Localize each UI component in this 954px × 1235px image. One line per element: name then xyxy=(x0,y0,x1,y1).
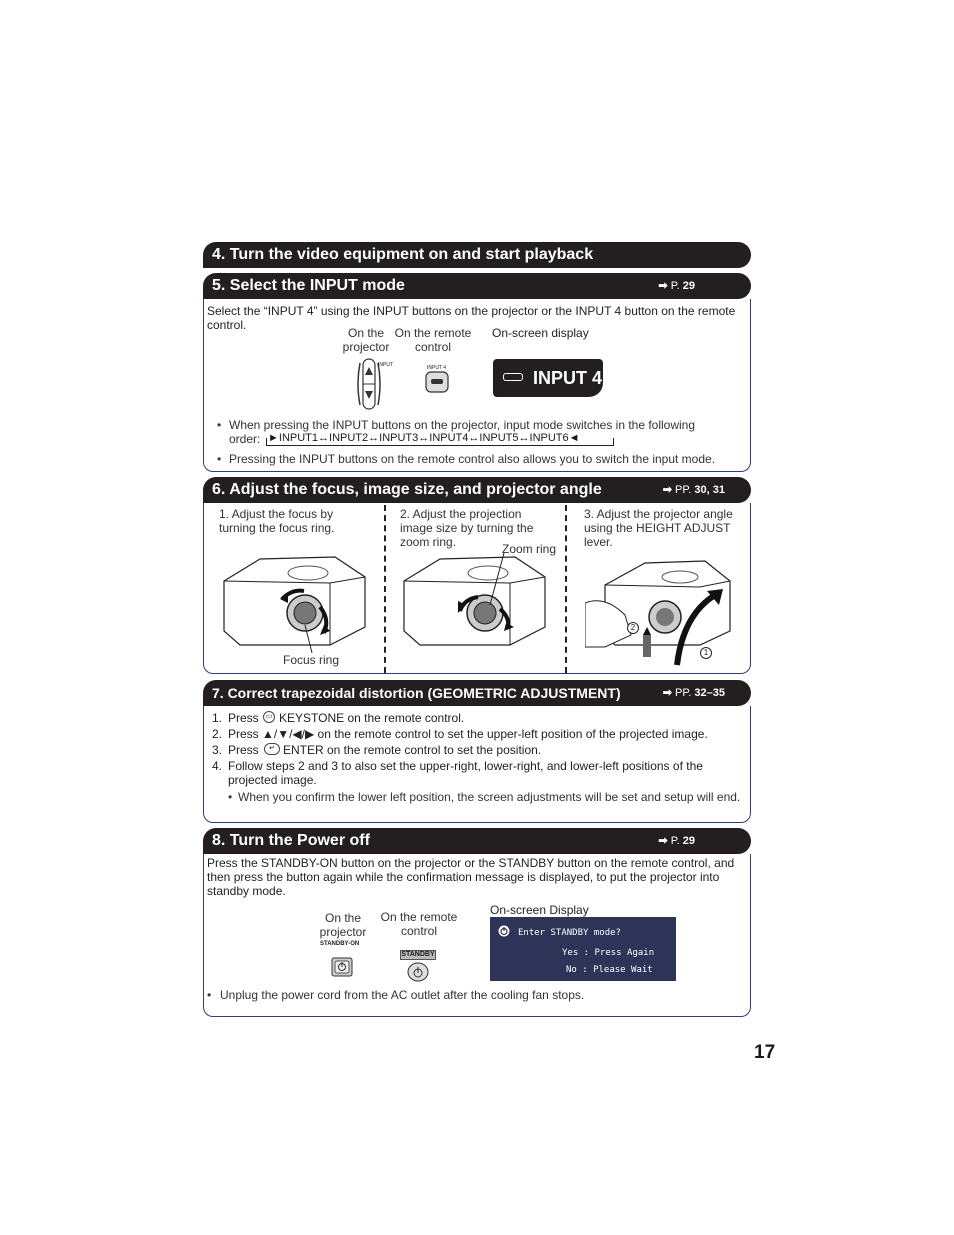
divider xyxy=(565,505,567,673)
osd-line3: No : Please Wait xyxy=(566,965,653,975)
order-arrow-icon: ↔ xyxy=(518,432,530,444)
osd-input4-display xyxy=(493,359,603,397)
order-arrow-icon: ↔ xyxy=(368,432,380,444)
page-number: 17 xyxy=(754,1042,776,1063)
arrow-icon: ➡ xyxy=(662,687,672,699)
input-order-sequence xyxy=(268,432,580,444)
standby-label: STANDBY xyxy=(401,951,435,958)
label-on-remote: On the remote control xyxy=(394,326,472,354)
section-8-bullet: Unplug the power cord from the AC outlet after the cooling fan stops. xyxy=(220,988,585,1002)
order-item: INPUT4 xyxy=(429,432,469,444)
label-on-projector: On the projector xyxy=(342,326,390,354)
label-on-remote: On the remote control xyxy=(380,910,458,938)
order-item: INPUT1 xyxy=(278,432,319,444)
arrow-icon: ➡ xyxy=(662,484,672,496)
bullet-dot: • xyxy=(217,418,222,432)
section-5-bullet2: Pressing the INPUT buttons on the remote control also allows you to switch the input mode. xyxy=(229,452,716,466)
label-on-screen-display: On-screen Display xyxy=(490,903,589,917)
osd-line2: Yes : Press Again xyxy=(562,948,655,958)
projector-height-adjust-illustration xyxy=(585,555,745,670)
section-5-page-ref xyxy=(658,273,695,299)
loop-bracket xyxy=(266,438,614,446)
ref-prefix: PP. xyxy=(675,484,692,496)
section-8-page-ref xyxy=(658,828,695,854)
osd-input4-text: INPUT 4 xyxy=(533,368,603,388)
label-on-projector: On the projector xyxy=(319,911,367,939)
label-on-screen-display: On-screen display xyxy=(492,326,589,340)
section-5-bullet1-line2: order: xyxy=(229,432,261,446)
step3-enter: ENTER on the remote control to set the position. xyxy=(283,743,542,757)
callout-1: 1 xyxy=(700,647,712,659)
order-item: INPUT2 xyxy=(329,432,369,444)
power-icon xyxy=(498,925,510,937)
projector-focus-illustration xyxy=(220,553,370,653)
section-6-page-ref xyxy=(663,477,725,503)
step-num: 1. xyxy=(212,711,223,725)
remote-input4-label: INPUT 4 xyxy=(427,365,447,371)
remote-input4-button-icon xyxy=(425,371,449,393)
section-7-note: When you confirm the lower left position, the screen adjustments will be set and setup will end. xyxy=(238,790,741,804)
arrow-icon: ➡ xyxy=(658,280,668,292)
bullet-dot: • xyxy=(217,452,222,466)
order-arrow-icon: ↔ xyxy=(418,432,430,444)
ref-pages: 29 xyxy=(682,280,695,292)
projector-input-label: INPUT xyxy=(378,362,393,368)
projector-zoom-illustration xyxy=(400,553,550,653)
ref-pages: 30, 31 xyxy=(694,484,725,496)
bullet-dot: • xyxy=(228,790,233,804)
order-arrow-icon: ↔ xyxy=(318,432,330,444)
osd-standby-display xyxy=(490,917,676,981)
step2-text: Press ▲/▼/◀/▶ on the remote control to set the upper-left position of the projected image. xyxy=(228,727,708,741)
step3-press: Press xyxy=(228,743,259,757)
section-5-header xyxy=(203,273,751,299)
section-8-intro: Press the STANDBY-ON button on the projector or the STANDBY button on the remote control, and then press the button again while the confirmation message is displayed, to put the projector into standby mode. xyxy=(207,856,735,898)
divider xyxy=(384,505,386,673)
ref-prefix: P. xyxy=(670,835,680,847)
enter-button-icon: ↵ xyxy=(264,743,280,755)
section-8-header xyxy=(203,828,751,854)
callout-2: 2 xyxy=(627,622,639,634)
section-7-title: 7. Correct trapezoidal distortion (GEOMETRIC ADJUSTMENT) xyxy=(212,685,621,701)
section-4-header xyxy=(203,242,751,268)
step-zoom: 2. Adjust the projection image size by turning the zoom ring. xyxy=(400,507,534,549)
remote-standby-button-icon xyxy=(406,962,430,982)
ref-pages: 32–35 xyxy=(694,687,725,699)
keystone-button-icon: ▭ xyxy=(263,711,275,723)
input-pill-icon xyxy=(503,373,523,381)
section-6-header xyxy=(203,477,751,503)
label-zoom-ring: Zoom ring xyxy=(502,542,557,556)
order-item: INPUT3 xyxy=(379,432,419,444)
bullet-dot: • xyxy=(207,988,212,1002)
projector-standby-button-icon xyxy=(331,957,353,977)
step-height-adjust: 3. Adjust the projector angle using the HEIGHT ADJUST lever. xyxy=(584,507,733,549)
order-item: INPUT6 xyxy=(529,432,569,444)
section-5-title: 5. Select the INPUT mode xyxy=(212,277,405,294)
step4-text: Follow steps 2 and 3 to also set the upper-right, lower-right, and lower-left positions of the projected image. xyxy=(228,759,703,787)
step-num: 2. xyxy=(212,727,223,741)
step-num: 3. xyxy=(212,743,223,757)
osd-line1: Enter STANDBY mode? xyxy=(518,928,621,938)
section-5-bullet1-line1: When pressing the INPUT buttons on the projector, input mode switches in the following xyxy=(229,418,696,432)
step1-press: Press xyxy=(228,711,259,725)
section-8-title: 8. Turn the Power off xyxy=(212,832,370,849)
section-6-title: 6. Adjust the focus, image size, and projector angle xyxy=(212,481,602,498)
section-5-intro: Select the “INPUT 4” using the INPUT buttons on the projector or the INPUT 4 button on the remote control. xyxy=(207,304,736,332)
standby-on-label: STANDBY-ON xyxy=(320,941,360,947)
order-arrow-icon: ↔ xyxy=(468,432,480,444)
step-num: 4. xyxy=(212,759,223,773)
ref-prefix: PP. xyxy=(675,687,692,699)
order-arrow-icon: ◄ xyxy=(568,432,580,444)
ref-prefix: P. xyxy=(670,280,680,292)
order-item: INPUT5 xyxy=(479,432,519,444)
section-7-header xyxy=(203,680,751,706)
arrow-icon: ➡ xyxy=(658,835,668,847)
label-focus-ring: Focus ring xyxy=(283,653,340,667)
order-arrow-icon: ► xyxy=(268,432,279,444)
ref-pages: 29 xyxy=(682,835,695,847)
step1-keystone: KEYSTONE on the remote control. xyxy=(279,711,465,725)
section-4-title: 4. Turn the video equipment on and start playback xyxy=(212,246,594,263)
step-focus: 1. Adjust the focus by turning the focus ring. xyxy=(219,507,335,535)
section-7-page-ref xyxy=(663,680,725,706)
